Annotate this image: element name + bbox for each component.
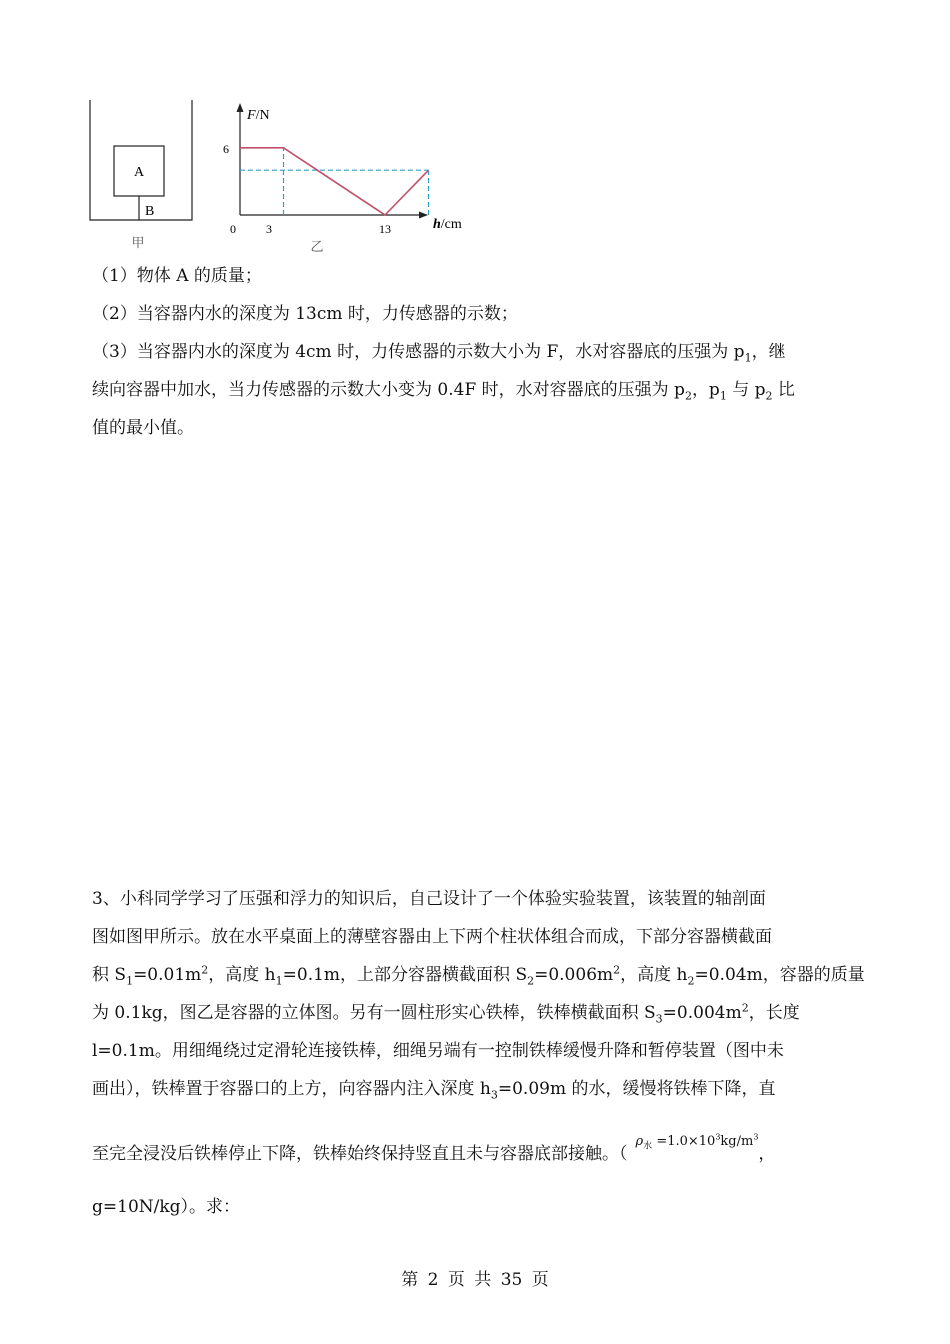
physics-figure xyxy=(85,95,485,260)
y-axis-arrow xyxy=(237,103,244,112)
q3-line4: 为 0.1kg，图乙是容器的立体图。另有一圆柱形实心铁棒，铁棒横截面积 $S_3=0.004m^2$，长度 xyxy=(92,1001,800,1026)
q3-line1: 3、小科同学学习了压强和浮力的知识后，自己设计了一个体验实验装置，该装置的轴剖面 xyxy=(92,889,766,909)
q3-line3: 积 $S_1=0.01m^2$，高度 $h_1=0.1m$，上部分容器横截面积 $S_2=0.006m^2$，高度 $h_2=0.04m$，容器的质量 xyxy=(92,963,865,988)
caption-yi: 乙 xyxy=(310,240,324,255)
q2-part3-line2: 续向容器中加水，当力传感器的示数大小变为 0.4F 时，水对容器底的压强为 $p_2$，$p_1$ 与 $p_2$ 比 xyxy=(92,380,795,403)
label-a: A xyxy=(133,165,145,180)
q3-line8: g=10N/kg）。求： xyxy=(92,1197,241,1217)
q3-line7: 至完全浸没后铁棒停止下降，铁棒始终保持竖直且未与容器底部接触。（$\rho_水 =1.0\times 10^3kg/m^3$， xyxy=(92,1132,776,1164)
y-tick-6: 6 xyxy=(223,142,229,156)
water-density-formula: $\rho_水 =1.0\times 10^3kg/m^3$ xyxy=(635,1132,759,1152)
page-total: 35 xyxy=(500,1270,523,1290)
caption-jia: 甲 xyxy=(131,236,145,251)
label-b: B xyxy=(145,204,155,219)
x-axis-label: h/cm xyxy=(433,217,462,232)
series-line-0 xyxy=(240,148,429,215)
x-tick-13: 13 xyxy=(379,222,391,236)
q2-part3-line1: （3）当容器内水的深度为 4cm 时，力传感器的示数大小为 F，水对容器底的压强为 $p_1$，继 xyxy=(92,342,786,365)
q2-part1: （1）物体 A 的质量； xyxy=(92,266,262,286)
x-axis-arrow xyxy=(419,212,428,219)
x-tick-3: 3 xyxy=(266,222,272,236)
q3-line2: 图如图甲所示。放在水平桌面上的薄壁容器由上下两个柱状体组合而成，下部分容器横截面 xyxy=(92,927,772,947)
figure-yi xyxy=(223,103,462,255)
origin-label: 0 xyxy=(230,222,236,236)
q2-part3-line3: 值的最小值。 xyxy=(92,418,194,438)
q2-part2: （2）当容器内水的深度为 13cm 时，力传感器的示数； xyxy=(92,304,518,324)
q3-line5: l=0.1m。用细绳绕过定滑轮连接铁棒，细绳另端有一控制铁棒缓慢升降和暂停装置（图中未 xyxy=(92,1041,784,1061)
figure-jia xyxy=(90,100,192,251)
container-outline xyxy=(90,100,192,220)
page-footer: 第 2 页 共 35 页 xyxy=(401,1270,549,1290)
page-number: 2 xyxy=(427,1270,439,1290)
y-axis-label: F/N xyxy=(247,108,270,123)
q3-line6: 画出），铁棒置于容器口的上方，向容器内注入深度 $h_3=0.09m$ 的水，缓慢将铁棒下降，直 xyxy=(92,1079,776,1102)
